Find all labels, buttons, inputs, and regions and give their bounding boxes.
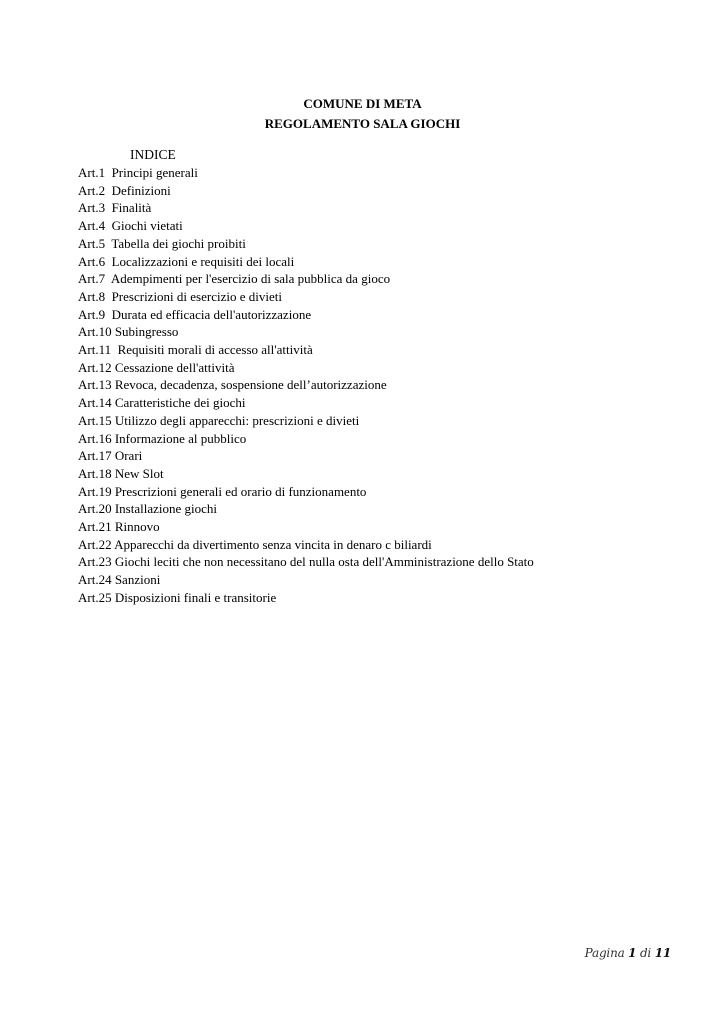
toc-item: Art.2 Definizioni (78, 182, 171, 198)
page-separator: di (636, 946, 655, 960)
toc-item: Art.24 Sanzioni (78, 572, 161, 588)
toc-item: Art.4 Giochi vietati (78, 218, 183, 234)
toc-item: Art.1 Principi generali (78, 165, 198, 180)
toc-item: Art.18 New Slot (78, 465, 164, 481)
toc-item: Art.3 Finalità (78, 200, 152, 216)
page-number-footer (585, 946, 671, 960)
toc-item: Art.23 Giochi leciti che non necessitano del nulla osta dell'Amministrazione dello Stato (78, 554, 534, 570)
toc-item: Art.12 Cessazione dell'attività (78, 359, 235, 375)
toc-item: Art.5 Tabella dei giochi proibiti (78, 235, 246, 251)
current-page-number: 1 (628, 946, 637, 960)
toc-item: Art.7 Adempimenti per l'esercizio di sala pubblica da gioco (78, 271, 391, 287)
toc-item: Art.14 Caratteristiche dei giochi (78, 395, 246, 411)
toc-item: Art.10 Subingresso (78, 324, 179, 340)
toc-item: Art.6 Localizzazioni e requisiti dei locali (78, 253, 295, 269)
toc-item: Art.17 Orari (78, 448, 143, 464)
page-label: Pagina (584, 946, 629, 960)
toc-item: Art.9 Durata ed efficacia dell'autorizzazione (78, 306, 312, 322)
toc-item: Art.16 Informazione al pubblico (78, 430, 247, 446)
toc-item: Art.25 Disposizioni finali e transitorie (78, 589, 277, 605)
index-heading: INDICE (130, 147, 176, 162)
document-header (0, 94, 725, 134)
toc-item: Art.11 Requisiti morali di accesso all'attività (78, 342, 313, 358)
total-pages-number: 11 (654, 946, 671, 960)
toc-item: Art.8 Prescrizioni di esercizio e divieti (78, 288, 282, 304)
table-of-contents (78, 164, 534, 607)
municipality-title: COMUNE DI META (303, 96, 422, 111)
toc-item: Art.21 Rinnovo (78, 519, 160, 535)
toc-item: Art.22 Apparecchi da divertimento senza vincita in denaro c biliardi (78, 536, 432, 552)
regulation-title: REGOLAMENTO SALA GIOCHI (264, 116, 461, 131)
toc-item: Art.13 Revoca, decadenza, sospensione dell’autorizzazione (78, 377, 387, 393)
toc-item: Art.20 Installazione giochi (78, 501, 217, 517)
toc-item: Art.19 Prescrizioni generali ed orario di funzionamento (78, 483, 367, 499)
toc-item: Art.15 Utilizzo degli apparecchi: prescrizioni e divieti (78, 412, 360, 428)
